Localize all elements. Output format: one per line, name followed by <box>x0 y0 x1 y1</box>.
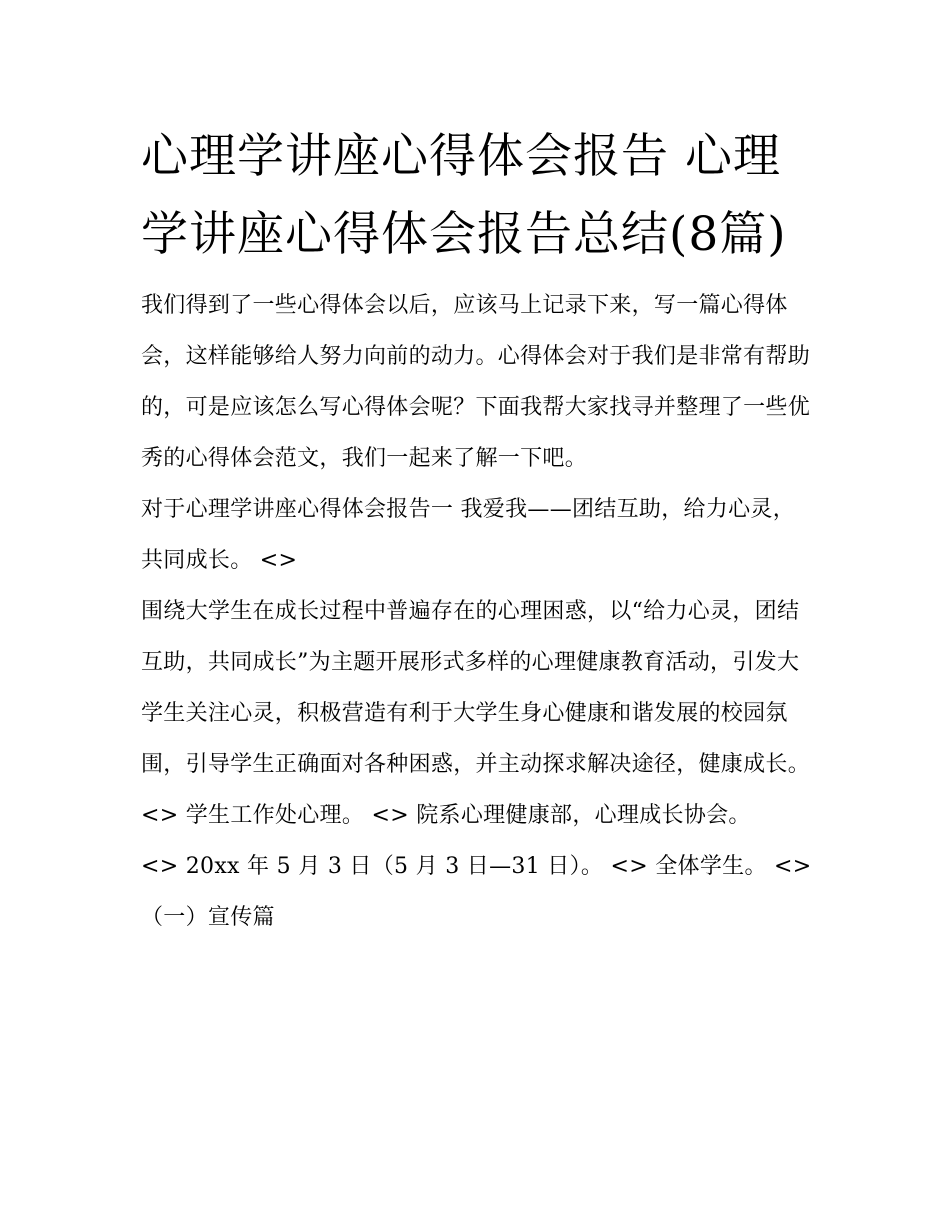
document-title: 心理学讲座心得体会报告 心理学讲座心得体会报告总结(8篇) <box>141 129 787 262</box>
intro-paragraph: 我们得到了一些心得体会以后，应该马上记录下来，写一篇心得体会，这样能够给人努力向前的动力。心得体会对于我们是非常有帮助的，可是应该怎么写心得体会呢？下面我帮大家找寻并整理了一些优秀的心得体会范文，我们一起来了解一下吧。 <box>141 293 811 471</box>
activity-purpose-paragraph: 围绕大学生在成长过程中普遍存在的心理困惑，以“给力心灵，团结互助，共同成长”为主题开展形式多样的心理健康教育活动，引发大学生关注心灵，积极营造有利于大学生身心健康和谐发展的校园氛围，引导学生正确面对各种困惑，并主动探求解决途径，健康成长。 <box>141 599 811 777</box>
organizer-line: <> 学生工作处心理。 <> 院系心理健康部，心理成长协会。 <box>141 803 751 828</box>
report-one-heading: 对于心理学讲座心得体会报告一 我爱我——团结互助，给力心灵，共同成长。 <> <box>141 497 795 573</box>
document-body <box>141 118 816 943</box>
section-heading-publicity: （一）宣传篇 <box>141 905 275 930</box>
date-audience-line: <> 20xx 年 5 月 3 日（5 月 3 日—31 日）。 <> 全体学生。 <> <box>141 854 812 879</box>
